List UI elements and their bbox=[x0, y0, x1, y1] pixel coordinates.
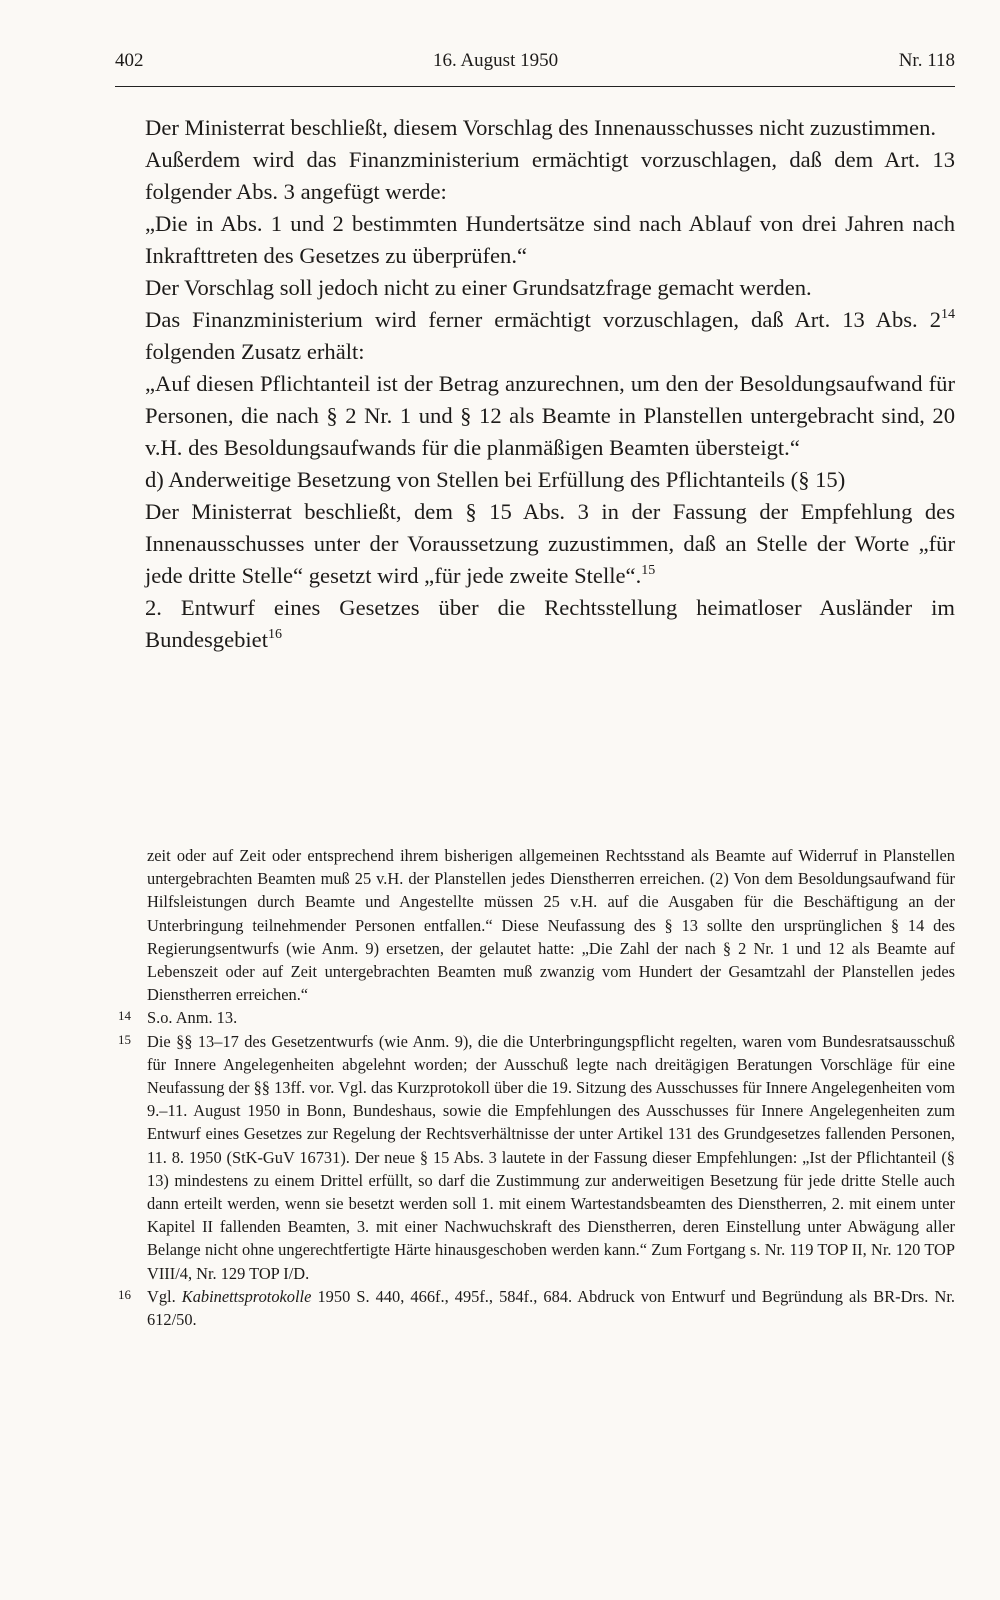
section-heading-d: d) Anderweitige Besetzung von Stellen bei Erfüllung des Pflichtanteils (§ 15) bbox=[145, 467, 846, 492]
paragraph-addition-text: Das Finanzministerium wird ferner ermächtigt vorzuschlagen, daß Art. 13 Abs. 2 bbox=[145, 307, 941, 332]
footnote-16-suffix: 1950 S. 440, 466f., 495f., 584f., 684. Abdruck von Entwurf und Begründung als BR-Drs. Nr. 612/50. bbox=[147, 1286, 955, 1330]
paragraph-addition-tail: folgenden Zusatz erhält: bbox=[145, 339, 365, 364]
paragraph-section-15-text: Der Ministerrat beschließt, dem § 15 Abs. 3 in der Fassung der Empfehlung des Innenausschusses unter der Voraussetzung zuzustimmen, daß an Stelle der Worte „für jede dritte Stelle“ gesetzt wird „für jede zweite Stelle“. bbox=[145, 499, 955, 588]
footnotes bbox=[118, 844, 955, 1331]
paragraph-no-principle: Der Vorschlag soll jedoch nicht zu einer Grundsatzfrage gemacht werden. bbox=[145, 275, 812, 300]
header-date: 16. August 1950 bbox=[433, 50, 559, 71]
running-header bbox=[115, 50, 955, 87]
page-number: 402 bbox=[115, 50, 144, 71]
footnote-15-text: Die §§ 13–17 des Gesetzentwurfs (wie Anm. 9), die die Unterbringungspflicht regelten, waren vom Bundesratsausschuß für Innere Angelegenheiten abgelehnt worden; der Ausschuß legte nach dreitägigen Beratungen Vorschläge für eine Neufassung der §§ 13ff. vor. Vgl. das Kurzprotokoll über die 19. Sitzung des Ausschusses für Innere Angelegenheiten vom 9.–11. August 1950 in Bonn, Bundeshaus, sowie die Empfehlungen des Ausschusses für Innere Angelegenheiten zum Entwurf eines Gesetzes zur Regelung der Rechtsverhältnisse der unter Artikel 131 des Grundgesetzes fallenden Personen, 11. 8. 1950 (StK-GuV 16731). Der neue § 15 Abs. 3 lautete in der Fassung dieser Empfehlungen: „Ist der Pflichtanteil (§ 13) mindestens zu einem Drittel erfüllt, so darf die Zustimmung zur anderweitigen Besetzung für jede dritte Stelle auch dann erteilt werden, wenn sie besetzt werden soll 1. mit einem Wartestandsbeamten des Dienstherren, 2. mit einem unter Kapitel II fallenden Beamten, 3. mit einer Nachwuchskraft des Dienstherren, deren Einstellung unter Abwägung aller Belange nicht ohne ungerechtfertigte Härte hinausgeschoben werden kann.“ Zum Fortgang s. Nr. 119 TOP II, Nr. 120 TOP VIII/4, Nr. 129 TOP I/D. bbox=[147, 1031, 955, 1283]
paragraph-section-15 bbox=[145, 496, 955, 592]
footnote-16 bbox=[118, 1285, 955, 1331]
footnote-ref-16: 16 bbox=[268, 627, 282, 642]
footnote-16-title: Kabinettsprotokolle bbox=[181, 1286, 312, 1306]
footnote-16-prefix: Vgl. bbox=[147, 1286, 182, 1306]
quote-compulsory-share: „Auf diesen Pflichtanteil ist der Betrag anzurechnen, um den der Besoldungsaufwand für Personen, die nach § 2 Nr. 1 und § 12 als Beamte in Planstellen untergebracht sind, 20 v.H. des Besoldungsaufwands für die planmäßigen Beamten übersteigt.“ bbox=[145, 371, 955, 460]
document-number: Nr. 118 bbox=[898, 50, 955, 71]
footnote-number-16: 16 bbox=[118, 1286, 131, 1302]
agenda-item-2-text: 2. Entwurf eines Gesetzes über die Rechtsstellung heimatloser Ausländer im Bundesgebiet bbox=[145, 595, 955, 652]
footnote-14-text: S.o. Anm. 13. bbox=[147, 1008, 238, 1028]
paragraph-addition bbox=[145, 304, 955, 368]
paragraph-finance-proposal: Außerdem wird das Finanzministerium ermächtigt vorzuschlagen, daß dem Art. 13 folgender Abs. 3 angefügt werde: bbox=[145, 147, 955, 204]
paragraph-decision: Der Ministerrat beschließt, diesem Vorschlag des Innenausschusses nicht zuzustimmen. bbox=[145, 115, 937, 140]
footnote-15 bbox=[118, 1030, 955, 1285]
quote-review-clause: „Die in Abs. 1 und 2 bestimmten Hundertsätze sind nach Ablauf von drei Jahren nach Inkrafttreten des Gesetzes zu überprüfen.“ bbox=[145, 211, 955, 268]
footnote-number-14: 14 bbox=[118, 1008, 131, 1024]
footnote-ref-14: 14 bbox=[941, 307, 955, 322]
footnote-continuation: zeit oder auf Zeit oder entsprechend ihrem bisherigen allgemeinen Rechtsstand als Beamte auf Widerruf in Planstellen untergebrachten Beamten muß 25 v.H. der Planstellen jedes Dienstherren erreichen. (2) Von dem Besoldungsaufwand für Hilfsleistungen durch Beamte und Angestellte müssen 25 v.H. auf die Ausgaben für die Beschäftigung an der Unterbringung teilnehmender Personen entfallen.“ Diese Neufassung des § 13 sollte den ursprünglichen § 14 des Regierungsentwurfs (wie Anm. 9) ersetzen, der gelautet hatte: „Die Zahl der nach § 2 Nr. 1 und 12 als Beamte auf Lebenszeit oder auf Zeit untergebrachten Beamten muß zwanzig vom Hundert der Gesamtzahl der Planstellen jedes Dienstherren erreichen.“ bbox=[147, 846, 955, 1005]
footnote-number-15: 15 bbox=[118, 1031, 131, 1047]
agenda-item-2 bbox=[145, 592, 955, 656]
main-text bbox=[145, 112, 955, 656]
footnote-ref-15: 15 bbox=[641, 563, 656, 578]
footnote-14 bbox=[118, 1006, 955, 1029]
